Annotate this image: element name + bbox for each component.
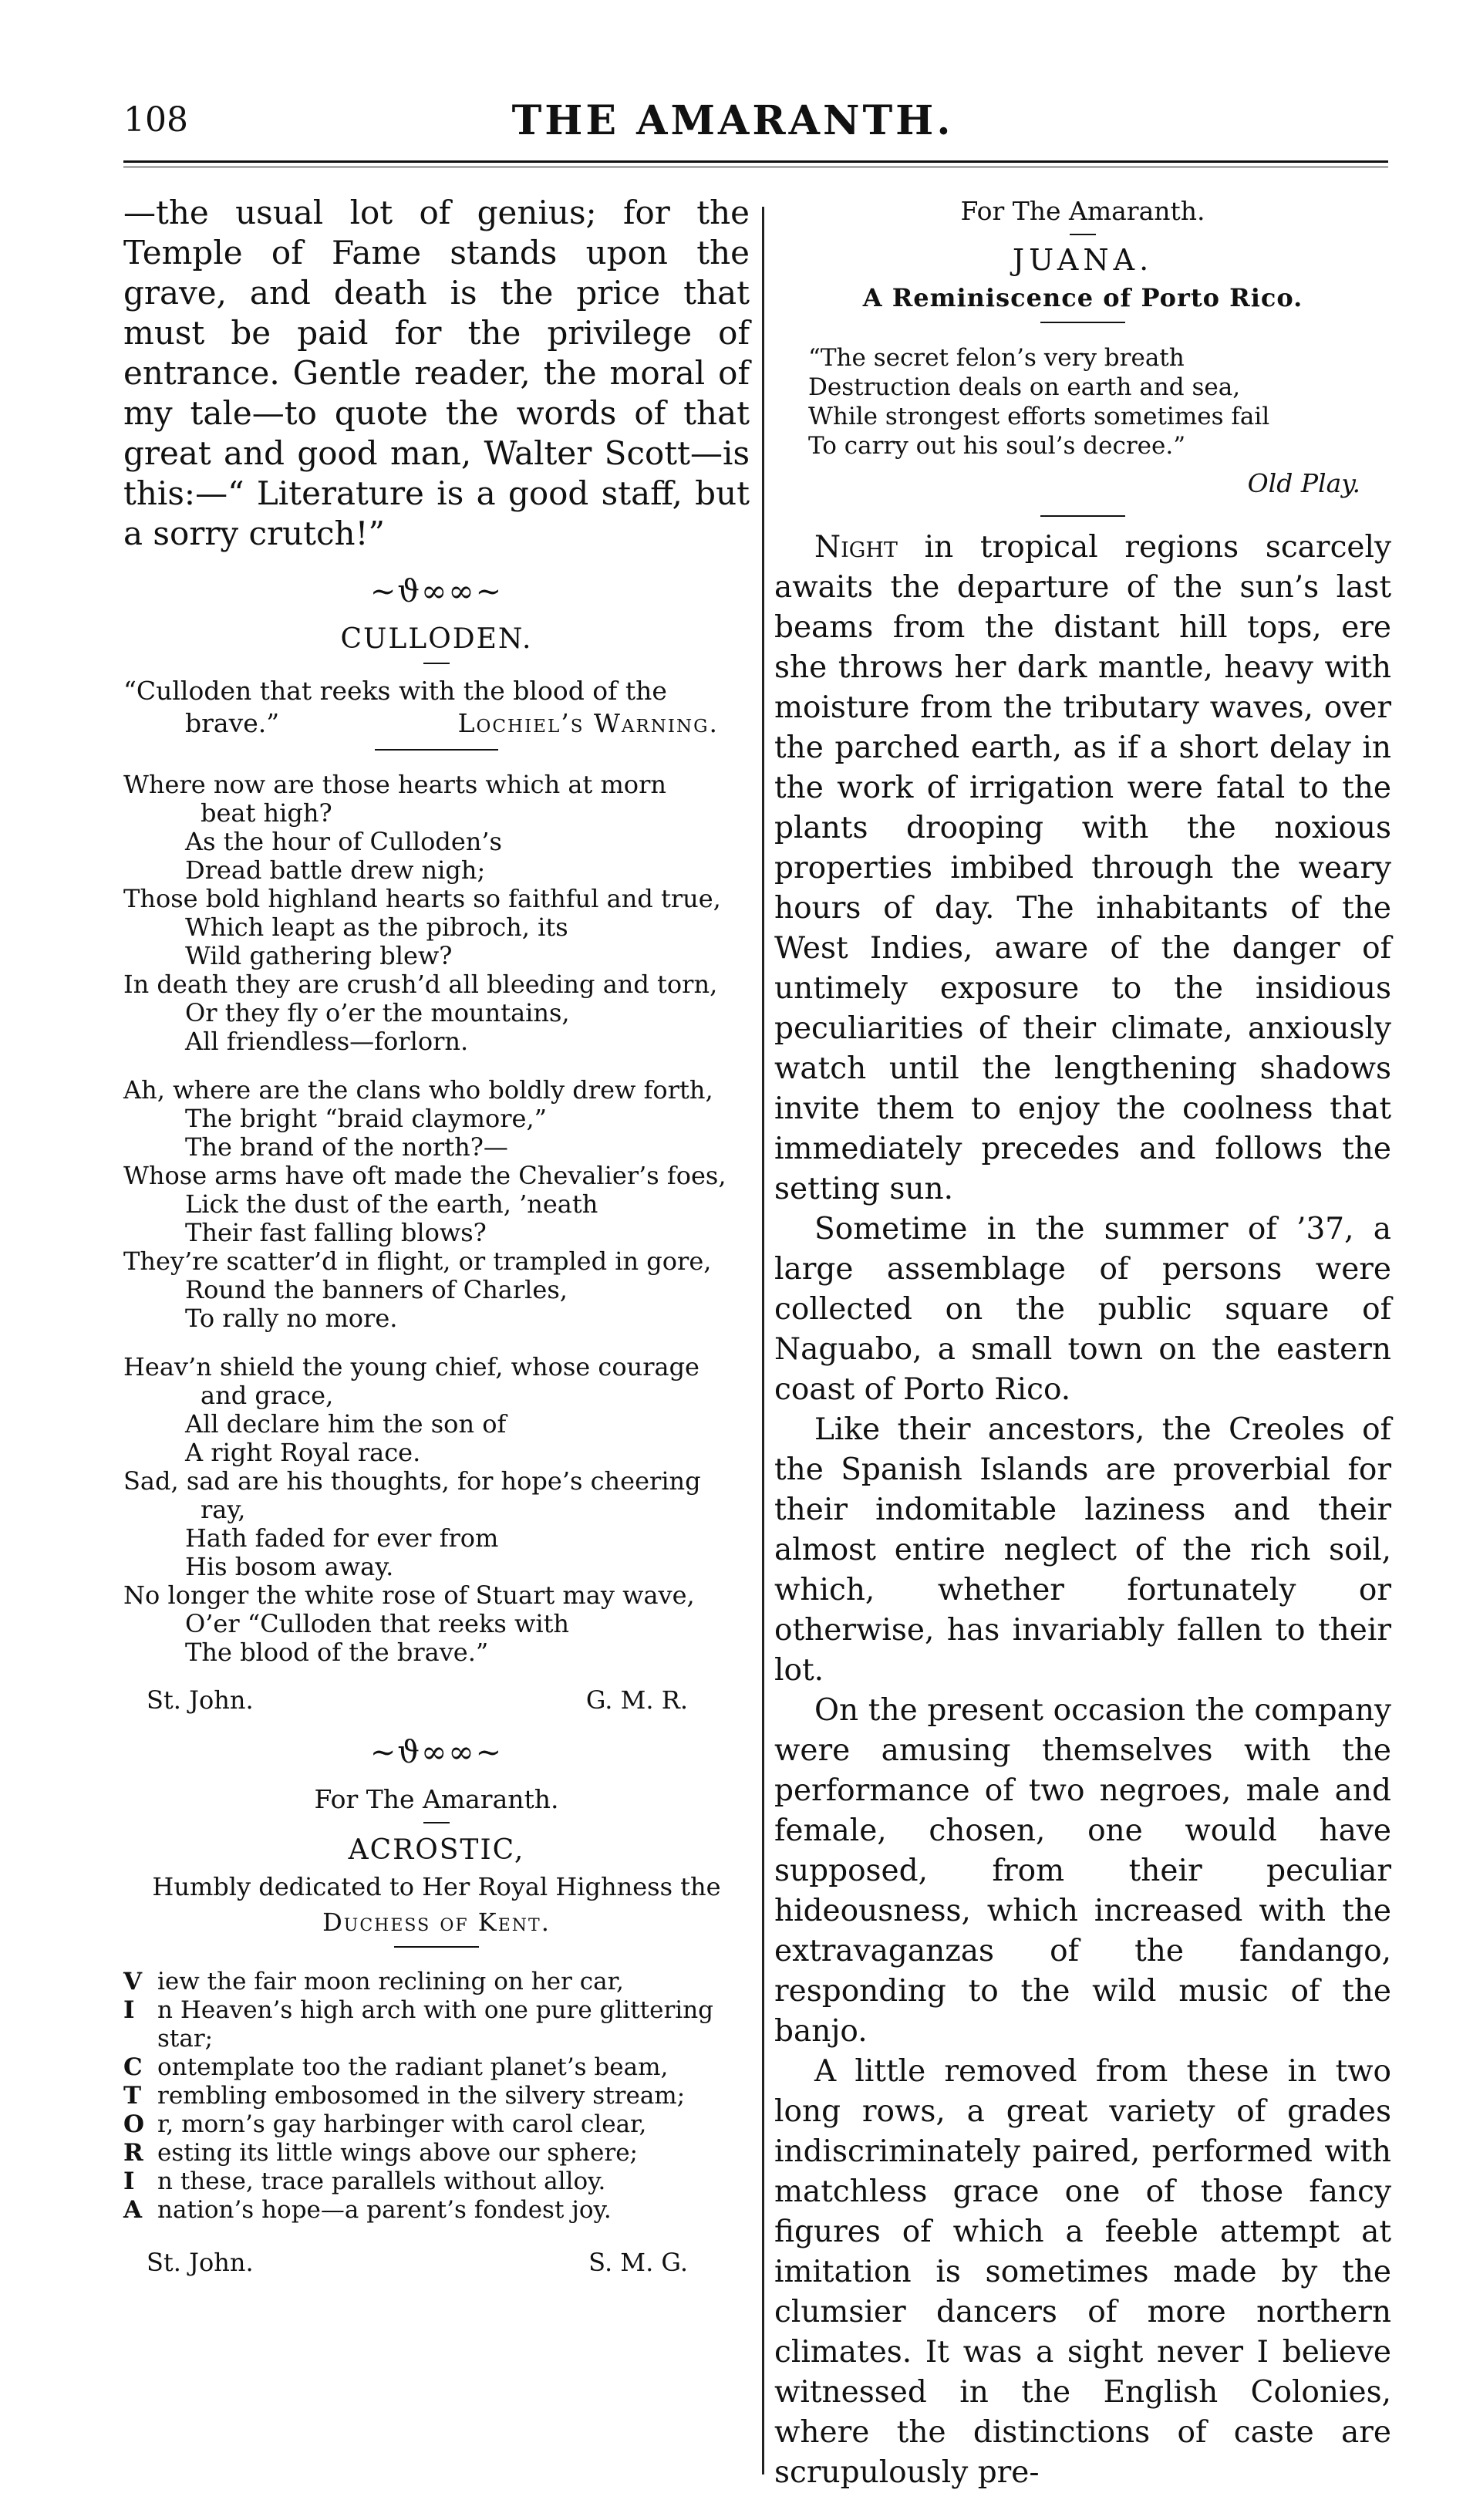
- acrostic-line: [123, 2167, 750, 2196]
- acrostic-letter: I: [123, 2167, 135, 2195]
- short-rule-2: [394, 1946, 479, 1948]
- verse-line: Hath faded for ever from: [185, 1523, 499, 1553]
- verse-line: The bright “braid claymore,”: [185, 1104, 547, 1133]
- acrostic-line: [123, 2139, 750, 2167]
- page-number: 108: [123, 100, 188, 140]
- stanza-3: [123, 1353, 750, 1667]
- epigraph-line: Destruction deals on earth and sea,: [808, 373, 1241, 401]
- acrostic-dedication-name: Duchess of Kent.: [322, 1908, 551, 1937]
- verse-line: Those bold highland hearts so faithful and true,: [123, 884, 721, 913]
- acrostic-line: [123, 2196, 750, 2225]
- acrostic-letter: R: [123, 2139, 143, 2167]
- ornament-divider: ~ϑ∞∞~: [369, 574, 504, 609]
- signature-place-2: St. John.: [147, 2248, 254, 2277]
- story-paragraph-5: A little removed from these in two long rows, a great variety of grades indiscriminately paired, performed with matchless grace one of those fancy figures of which a feeble attempt at imitation is sometimes made by the clumsier dancers of more northern climates. It was a sight never I believe witnessed in the English Colonies, where the distinctions of caste are scrupulously pre-: [774, 2054, 1391, 2490]
- running-title: THE AMARANTH.: [511, 97, 954, 144]
- verse-line: Sad, sad are his thoughts, for hope’s cheering: [123, 1466, 701, 1496]
- acrostic-letter: A: [123, 2196, 143, 2224]
- verse-line: and grace,: [201, 1381, 334, 1410]
- story-epigraph-source: Old Play.: [1247, 468, 1360, 498]
- acrostic-for-line: For The Amaranth.: [314, 1784, 559, 1814]
- verse-line: To rally no more.: [185, 1304, 398, 1333]
- story-paragraph-4: On the present occasion the company were amusing themselves with the performance of two negroes, male and female, chosen, one would have supposed, from their peculiar hideousness, which increased with the extravaganzas of the fandango, responding to the wild music of the banjo.: [774, 1693, 1391, 2049]
- verse-line: All friendless—forlorn.: [185, 1027, 469, 1056]
- left-column: [123, 193, 750, 2277]
- verse-line: Or they fly o’er the mountains,: [185, 998, 570, 1027]
- story-first-word: Night: [814, 530, 898, 565]
- acrostic-letter: C: [123, 2053, 143, 2081]
- acrostic-text: rembling embosomed in the silvery stream;: [157, 2082, 686, 2110]
- acrostic-line: [123, 2053, 750, 2082]
- verse-line: In death they are crush’d all bleeding and torn,: [123, 970, 718, 999]
- acrostic-letter: T: [123, 2082, 142, 2110]
- story-title: JUANA.: [1012, 243, 1154, 277]
- story-paragraph-2: Sometime in the summer of ’37, a large assemblage of persons were collected on the public square of Naguabo, a small town on the eastern coast of Porto Rico.: [774, 1212, 1391, 1407]
- verse-line: Where now are those hearts which at morn: [123, 770, 666, 799]
- verse-line: Whose arms have oft made the Chevalier’s foes,: [123, 1161, 726, 1190]
- epigraph-line: “The secret felon’s very breath: [808, 344, 1185, 372]
- acrostic-poem: [123, 1968, 750, 2225]
- epigraph-source: Lochiel’s Warning.: [457, 708, 719, 738]
- signature-initials-2: S. M. G.: [588, 2248, 688, 2277]
- short-dash-2: [423, 1822, 450, 1823]
- acrostic-text: esting its little wings above our sphere;: [157, 2139, 638, 2167]
- story-paragraph-1: [774, 528, 1391, 1209]
- epigraph-line: While strongest efforts sometimes fail: [808, 403, 1270, 430]
- signature-place: St. John.: [147, 1685, 254, 1715]
- acrostic-text: iew the fair moon reclining on her car,: [157, 1968, 624, 1995]
- verse-line: A right Royal race.: [185, 1438, 421, 1467]
- short-rule-3: [1040, 322, 1125, 323]
- acrostic-text: ontemplate too the radiant planet’s beam,: [157, 2053, 669, 2081]
- acrostic-letter: I: [123, 1996, 135, 2024]
- verse-line: Which leapt as the pibroch, its: [185, 913, 568, 942]
- verse-line: They’re scatter’d in flight, or trampled in gore,: [123, 1247, 712, 1276]
- acrostic-text: n Heaven’s high arch with one pure glittering: [157, 1996, 714, 2024]
- short-dash: [423, 663, 450, 664]
- verse-line: O’er “Culloden that reeks with: [185, 1609, 570, 1638]
- culloden-epigraph-row: [123, 707, 750, 740]
- acrostic-letter: [123, 2025, 157, 2053]
- acrostic-line: [123, 1968, 750, 1996]
- verse-line: As the hour of Culloden’s: [185, 827, 502, 856]
- column-divider: [762, 207, 764, 2474]
- verse-line: Wild gathering blew?: [185, 941, 453, 970]
- acrostic-letter: O: [123, 2110, 145, 2138]
- story-epigraph: [808, 343, 1391, 460]
- acrostic-letter: V: [123, 1968, 143, 1995]
- short-dash-3: [1070, 234, 1096, 235]
- verse-line: Dread battle drew nigh;: [185, 855, 486, 885]
- verse-line: Ah, where are the clans who boldly drew forth,: [123, 1075, 713, 1105]
- story-paragraph-1-text: in tropical regions scarcely awaits the departure of the sun’s last beams from the distant hill tops, ere she throws her dark mantle, heavy with moisture from the tributary waves, over the parched earth, as if a short delay in the work of irrigation were fatal to the plants drooping with the noxious properties imbibed through the weary hours of day. The inhabitants of the West Indies, aware of the danger of untimely exposure to the insidious peculiarities of their climate, anxiously watch until the lengthening shadows invite them to enjoy the coolness that immediately precedes and follows the setting sun.: [774, 530, 1391, 1206]
- closing-paragraph: —the usual lot of genius; for the Temple of Fame stands upon the grave, and death is the price that must be paid for the privilege of entrance. Gentle reader, the moral of my tale—to quote the words of that great and good man, Walter Scott—is this:—“ Literature is a good staff, but a sorry crutch!”: [123, 194, 750, 552]
- verse-line: All declare him the son of: [185, 1409, 507, 1439]
- stanza-1: [123, 771, 750, 1056]
- culloden-poem: [123, 771, 750, 1667]
- stanza-2: [123, 1076, 750, 1333]
- acrostic-dedication: Humbly dedicated to Her Royal Highness the: [152, 1872, 721, 1901]
- short-rule-4: [1040, 515, 1125, 517]
- verse-line: Their fast falling blows?: [185, 1218, 487, 1247]
- verse-line: Lick the dust of the earth, ’neath: [185, 1189, 598, 1219]
- acrostic-text: r, morn’s gay harbinger with carol clear,: [157, 2110, 647, 2138]
- verse-line: ray,: [201, 1495, 246, 1524]
- acrostic-text: star;: [157, 2025, 214, 2053]
- culloden-epigraph: “Culloden that reeks with the blood of the: [123, 676, 667, 706]
- acrostic-signature: [123, 2248, 750, 2277]
- epigraph-end: brave.”: [185, 708, 280, 738]
- verse-line: Heav’n shield the young chief, whose courage: [123, 1352, 699, 1381]
- verse-line: The brand of the north?—: [185, 1132, 508, 1162]
- acrostic-line: [123, 2025, 750, 2053]
- acrostic-text: n these, trace parallels without alloy.: [157, 2167, 606, 2195]
- ornament-divider-2: ~ϑ∞∞~: [369, 1735, 504, 1770]
- acrostic-line: [123, 2082, 750, 2110]
- story-subtitle: A Reminiscence of Porto Rico.: [862, 283, 1303, 312]
- verse-line: His bosom away.: [185, 1552, 394, 1581]
- story-paragraph-3: Like their ancestors, the Creoles of the Spanish Islands are proverbial for their indomitable laziness and their almost entire neglect of the rich soil, which, whether fortunately or otherwise, has invariably fallen to their lot.: [774, 1412, 1391, 1688]
- poem-title-culloden: CULLODEN.: [340, 623, 533, 655]
- short-rule: [375, 749, 498, 751]
- poem-title-acrostic: ACROSTIC,: [348, 1834, 525, 1866]
- verse-line: No longer the white rose of Stuart may wave,: [123, 1580, 695, 1610]
- acrostic-line: [123, 2110, 750, 2139]
- verse-line: beat high?: [201, 798, 332, 828]
- culloden-signature: [123, 1685, 750, 1715]
- acrostic-line: [123, 1996, 750, 2025]
- verse-line: The blood of the brave.”: [185, 1638, 489, 1667]
- right-column: [774, 193, 1391, 2493]
- header-rule: [123, 160, 1388, 163]
- signature-initials: G. M. R.: [585, 1685, 688, 1715]
- verse-line: Round the banners of Charles,: [185, 1275, 568, 1304]
- epigraph-line: To carry out his soul’s decree.”: [808, 432, 1186, 460]
- acrostic-text: nation’s hope—a parent’s fondest joy.: [157, 2196, 612, 2224]
- story-for-line: For The Amaranth.: [960, 196, 1205, 226]
